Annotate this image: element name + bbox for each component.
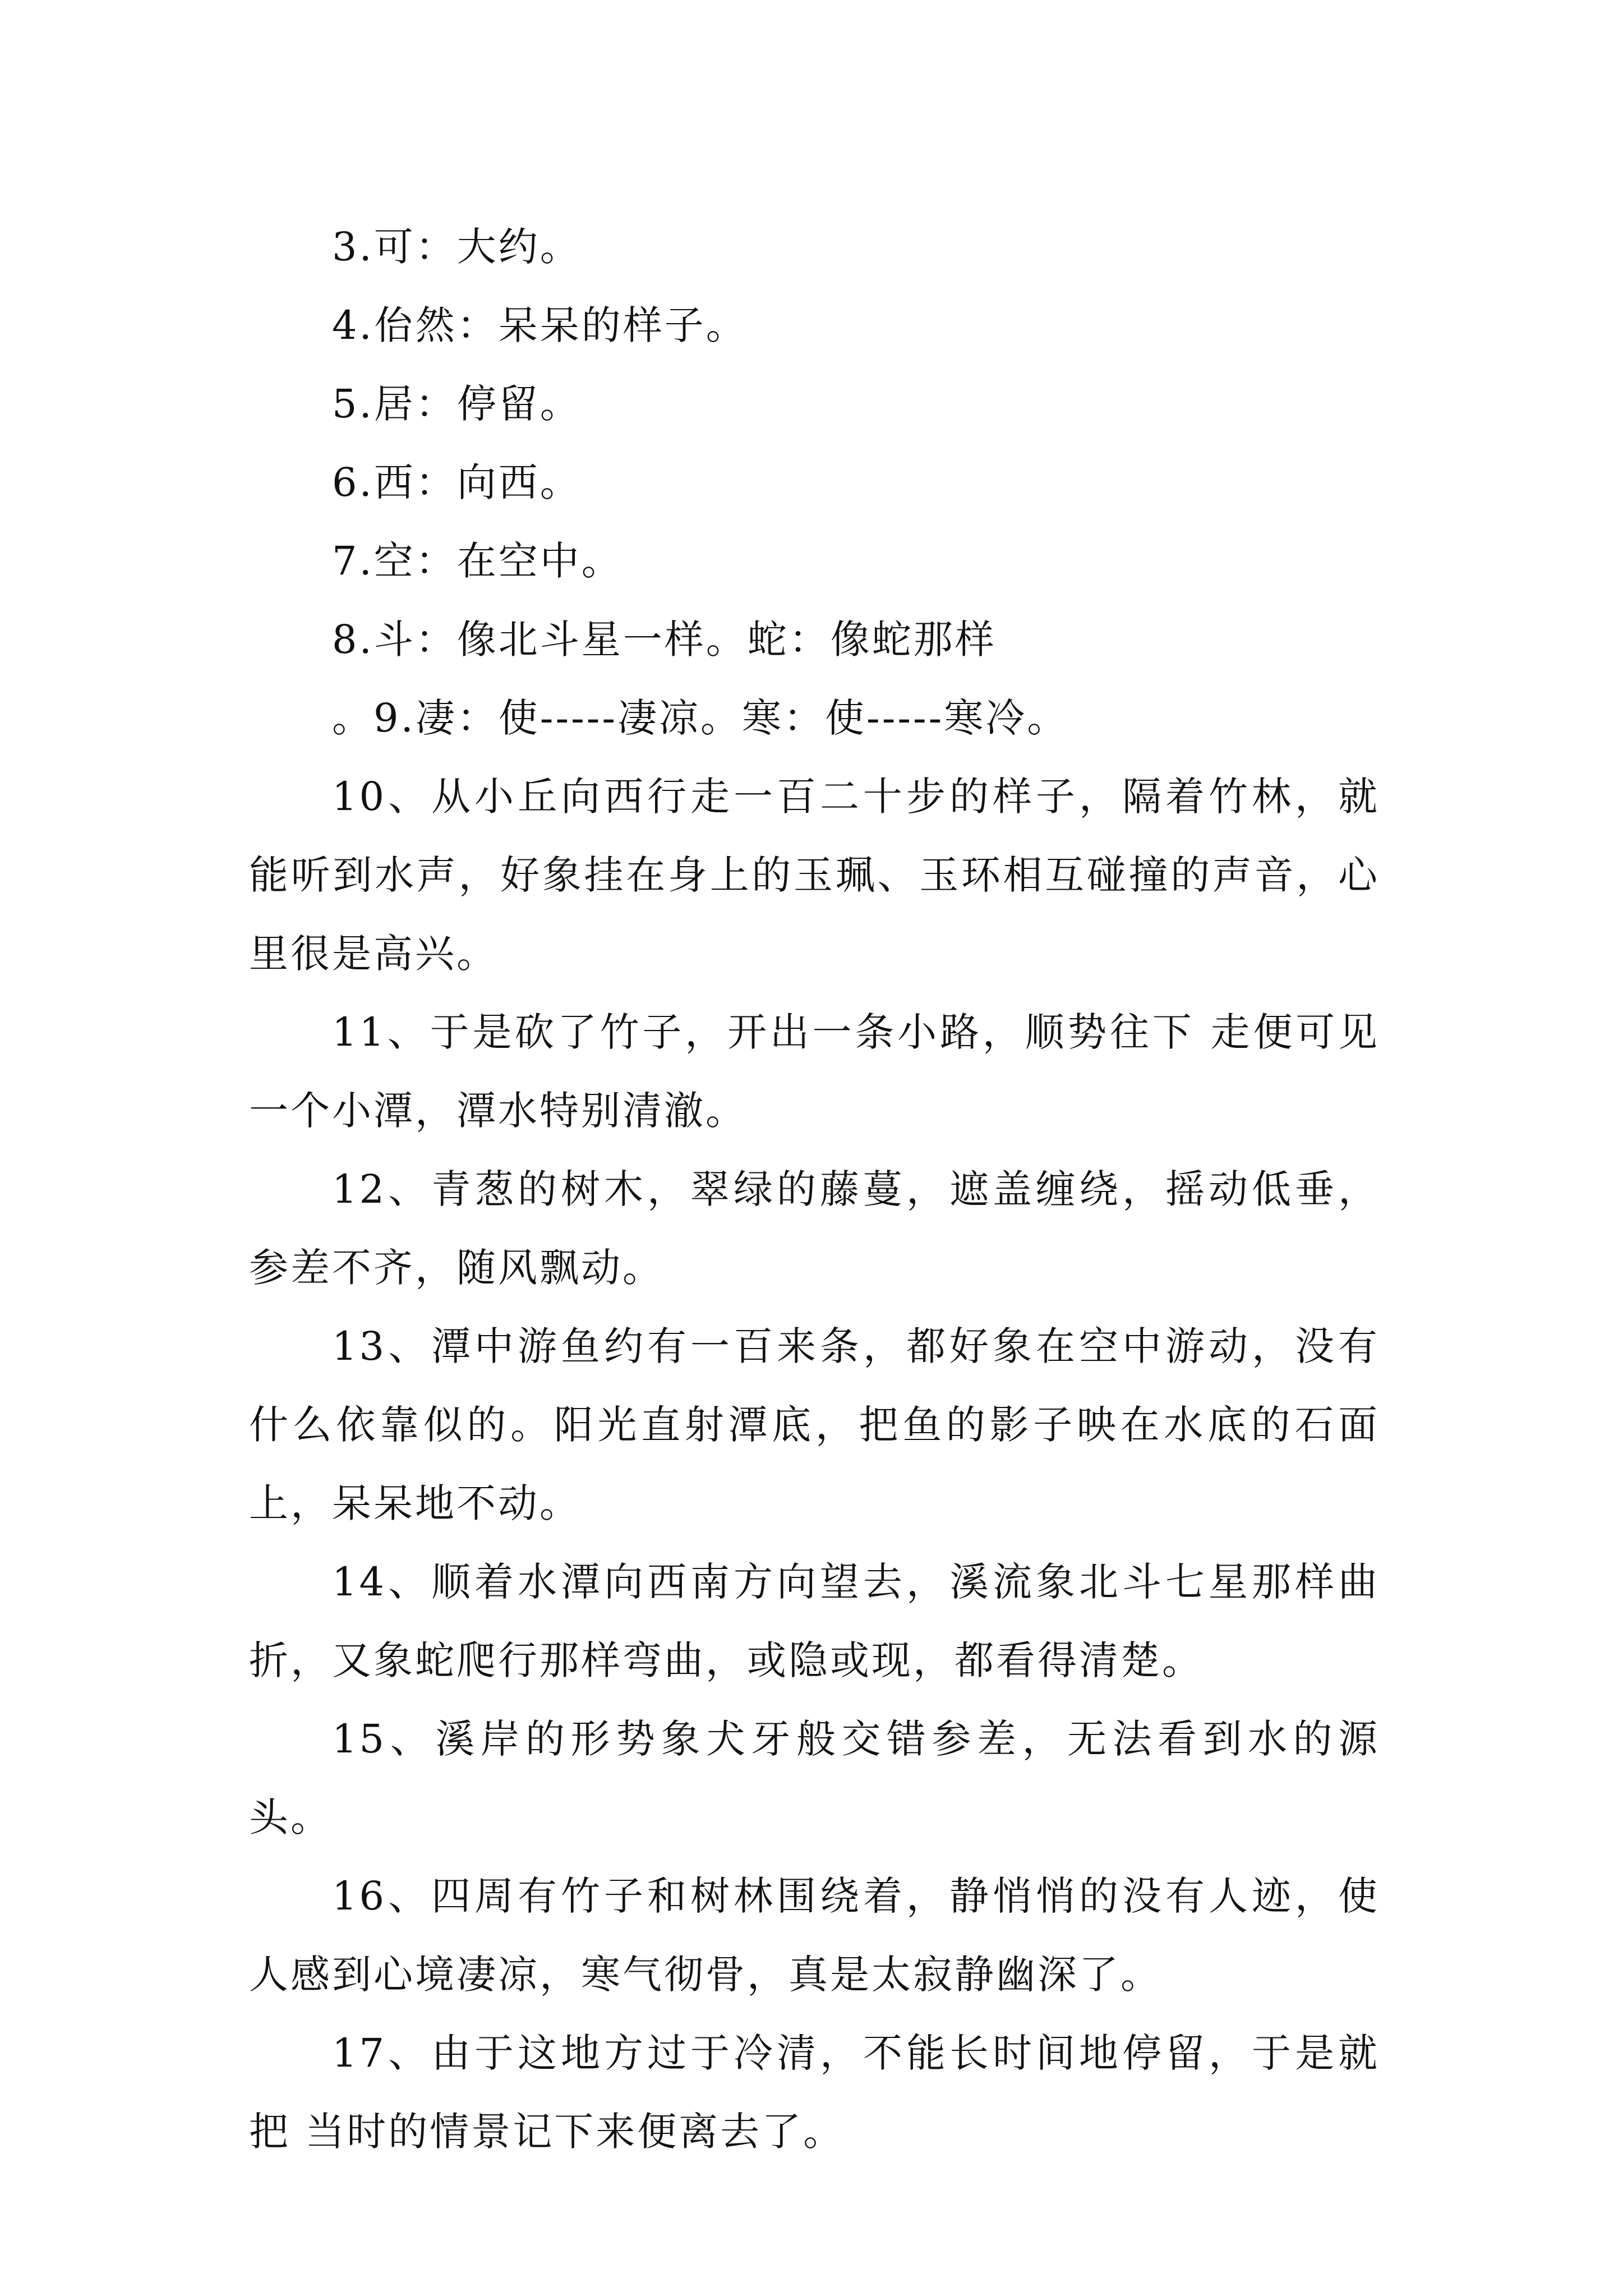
- definition-line: 3.可：大约。: [332, 224, 582, 270]
- translation-paragraph: 12、青葱的树木，翠绿的藤蔓，遮盖缠绕，摇动低垂，参差不齐，随风飘动。: [249, 1166, 1380, 1291]
- definition-line: 4.佁然：呆呆的样子。: [332, 302, 748, 348]
- definition-line: 6.西：向西。: [332, 459, 582, 505]
- document-body: [249, 208, 1380, 2171]
- definition-line: 5.居：停留。: [332, 381, 582, 427]
- translation-paragraph: 15、溪岸的形势象犬牙般交错参差，无法看到水的源头。: [249, 1716, 1380, 1841]
- translation-paragraph: 17、由于这地方过于冷清，不能长时间地停留，于是就把 当时的情景记下来便离去了。: [249, 2030, 1380, 2155]
- translation-paragraph: 10、从小丘向西行走一百二十步的样子，隔着竹林，就能听到水声，好象挂在身上的玉珮、玉环相互碰撞的声音，心里很是高兴。: [249, 774, 1380, 977]
- definition-line: 。9.凄：使-----凄凉。寒：使-----寒冷。: [332, 695, 1069, 741]
- translation-paragraph: 13、潭中游鱼约有一百来条，都好象在空中游动，没有什么依靠似的。阳光直射潭底，把鱼的影子映在水底的石面上，呆呆地不动。: [249, 1323, 1380, 1526]
- translation-paragraph: 11、于是砍了竹子，开出一条小路，顺势往下 走便可见一个小潭，潭水特别清澈。: [249, 1009, 1380, 1134]
- translation-paragraph: 16、四周有竹子和树林围绕着，静悄悄的没有人迹，使人感到心境凄凉，寒气彻骨，真是太寂静幽深了。: [249, 1873, 1380, 1998]
- definition-line: 7.空：在空中。: [332, 538, 623, 584]
- translation-paragraph: 14、顺着水潭向西南方向望去，溪流象北斗七星那样曲折，又象蛇爬行那样弯曲，或隐或现，都看得清楚。: [249, 1559, 1380, 1683]
- definition-line: 8.斗：像北斗星一样。蛇：像蛇那样: [332, 616, 997, 662]
